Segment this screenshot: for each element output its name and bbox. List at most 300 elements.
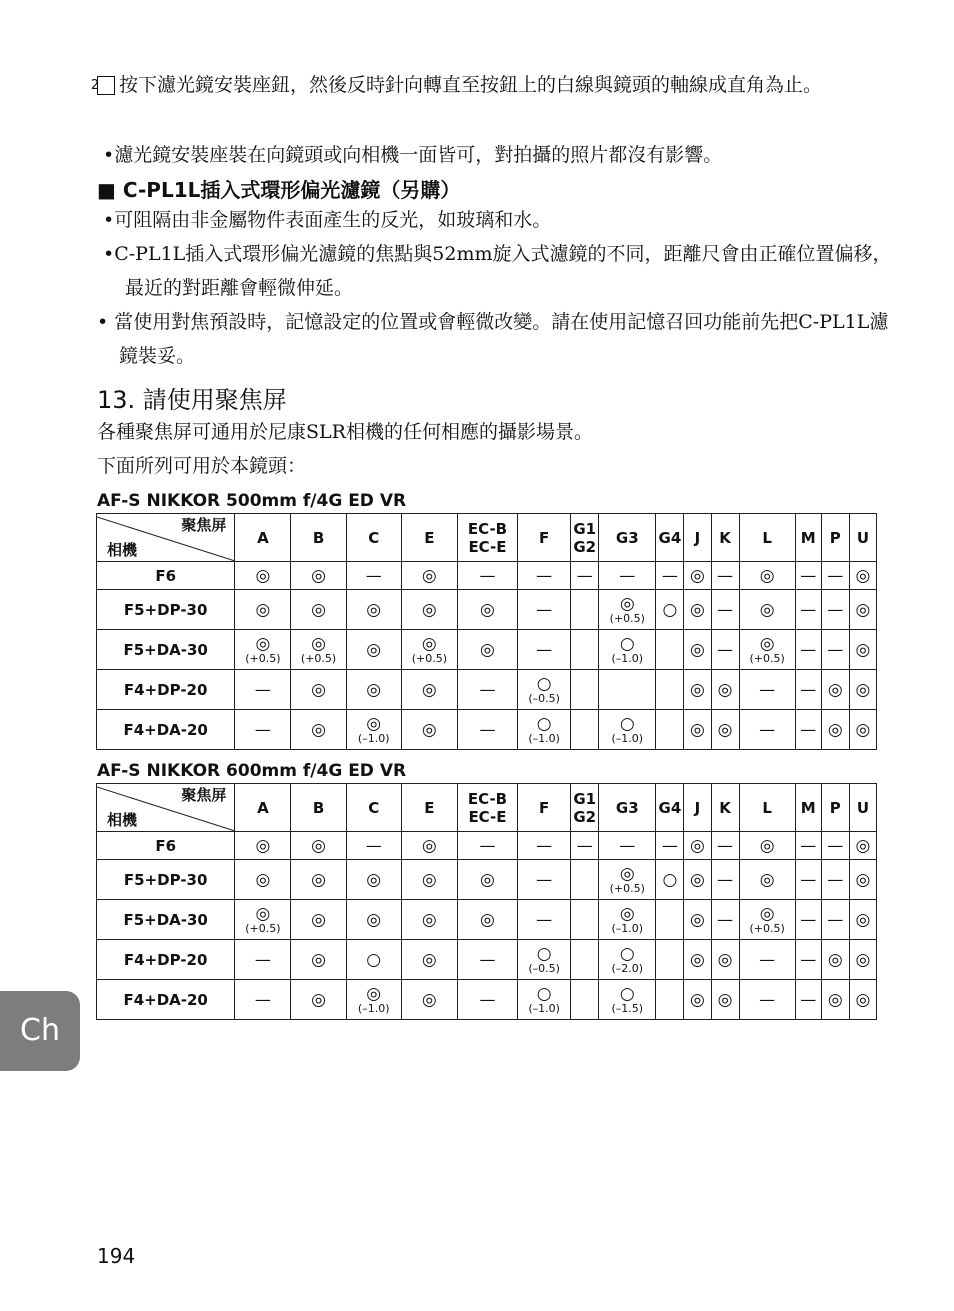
table-corner-header — [97, 784, 235, 832]
double-circle-icon: ◎ — [311, 565, 326, 586]
compat-cell — [711, 980, 739, 1020]
double-circle-icon: ◎ — [366, 599, 382, 620]
compat-cell — [684, 710, 711, 750]
double-circle-icon: ◎ — [421, 565, 437, 586]
double-circle-icon: ◎ — [619, 593, 635, 614]
page-number: 194 — [97, 1244, 136, 1268]
double-circle-icon: ◎ — [690, 719, 705, 740]
compat-cell — [291, 900, 346, 940]
compat-cell — [346, 562, 401, 590]
focusing-screen-table-600mm — [96, 783, 877, 1020]
column-header-g3 — [599, 784, 656, 832]
column-header-label: K — [719, 528, 731, 547]
compat-cell — [571, 860, 599, 900]
compat-cell — [711, 562, 739, 590]
compat-cell — [656, 940, 684, 980]
double-circle-icon: ◎ — [366, 983, 382, 1004]
compat-cell — [656, 670, 684, 710]
compat-symbol: — — [800, 639, 817, 659]
camera-label: F5+DP-30 — [97, 590, 235, 630]
exposure-compensation: (–1.0) — [528, 1001, 560, 1015]
compat-cell — [711, 630, 739, 670]
column-header-g4 — [656, 784, 684, 832]
compat-cell — [401, 670, 457, 710]
compat-cell — [518, 670, 571, 710]
double-circle-icon: ◎ — [690, 949, 705, 970]
compat-cell — [821, 980, 849, 1020]
compat-cell — [739, 832, 795, 860]
exposure-compensation: (+0.5) — [245, 921, 281, 935]
compat-cell — [739, 980, 795, 1020]
double-circle-icon: ◎ — [366, 639, 382, 660]
compat-symbol: — — [365, 835, 382, 855]
compat-cell — [401, 900, 457, 940]
compat-symbol: — — [800, 719, 817, 739]
compat-symbol: — — [661, 565, 678, 585]
compat-cell — [656, 832, 684, 860]
compat-cell — [346, 670, 401, 710]
column-header-label: G4 — [658, 528, 682, 547]
compat-cell — [821, 670, 849, 710]
compat-cell — [821, 940, 849, 980]
compat-cell — [821, 590, 849, 630]
compat-cell — [739, 670, 795, 710]
double-circle-icon: ◎ — [421, 869, 437, 890]
compat-cell — [656, 562, 684, 590]
column-header-label: L — [762, 798, 772, 817]
compat-cell — [739, 860, 795, 900]
compat-cell — [457, 900, 517, 940]
compat-symbol: — — [827, 909, 844, 929]
column-header-label: G1 — [573, 519, 597, 538]
compat-cell — [739, 710, 795, 750]
compat-cell — [571, 980, 599, 1020]
compat-cell — [457, 832, 517, 860]
double-circle-icon: ◎ — [255, 903, 271, 924]
compat-cell — [656, 590, 684, 630]
compat-cell — [401, 710, 457, 750]
double-circle-icon: ◎ — [759, 633, 775, 654]
compat-cell — [571, 630, 599, 670]
column-header-k — [711, 784, 739, 832]
camera-label: F5+DP-30 — [97, 860, 235, 900]
column-header-u — [849, 514, 876, 562]
compat-symbol: — — [827, 869, 844, 889]
compat-cell — [518, 630, 571, 670]
compat-symbol: — — [717, 835, 734, 855]
compat-cell — [291, 590, 346, 630]
double-circle-icon: ◎ — [311, 989, 326, 1010]
column-header-label: B — [312, 798, 325, 817]
compat-symbol: — — [800, 599, 817, 619]
compat-cell — [291, 832, 346, 860]
compat-cell — [684, 832, 711, 860]
exposure-compensation: (–2.0) — [611, 961, 644, 975]
compat-cell — [739, 590, 795, 630]
column-header-label: U — [856, 798, 869, 817]
double-circle-icon: ◎ — [855, 565, 871, 586]
compat-symbol: — — [800, 679, 817, 699]
chinese-language-tab: Ch — [0, 991, 80, 1071]
compat-cell — [571, 562, 599, 590]
double-circle-icon: ◎ — [690, 679, 705, 700]
section-line-2: 下面所列可用於本鏡頭： — [97, 455, 307, 477]
double-circle-icon: ◎ — [690, 565, 705, 586]
compat-cell — [518, 980, 571, 1020]
compat-symbol: — — [800, 909, 817, 929]
compat-cell — [291, 710, 346, 750]
compat-cell — [346, 900, 401, 940]
compat-cell — [849, 860, 876, 900]
compat-cell — [571, 710, 599, 750]
compat-symbol: — — [365, 565, 382, 585]
compat-cell — [795, 980, 821, 1020]
compat-cell — [656, 630, 684, 670]
compat-cell — [849, 710, 876, 750]
compat-cell — [739, 940, 795, 980]
double-circle-icon: ◎ — [421, 633, 437, 654]
compat-cell — [401, 980, 457, 1020]
column-header-label: M — [800, 798, 816, 817]
compat-cell — [401, 940, 457, 980]
compat-symbol: — — [827, 639, 844, 659]
table-2-title: AF-S NIKKOR 600mm f/4G ED VR — [97, 761, 407, 781]
step-2-text: 按下濾光鏡安裝座鈕，然後反時針向轉直至按鈕上的白線與鏡頭的軸線成直角為止。 — [119, 74, 823, 96]
column-header-c — [346, 784, 401, 832]
column-header-ec-b-ec-e — [457, 784, 517, 832]
compat-symbol: — — [800, 565, 817, 585]
compat-cell — [401, 562, 457, 590]
double-circle-icon: ◎ — [827, 989, 843, 1010]
double-circle-icon: ◎ — [366, 909, 382, 930]
camera-label: F4+DA-20 — [97, 710, 235, 750]
compat-cell — [235, 630, 291, 670]
double-circle-icon: ◎ — [619, 863, 635, 884]
compat-symbol: — — [800, 989, 817, 1009]
compat-cell — [599, 980, 656, 1020]
double-circle-icon: ◎ — [827, 679, 843, 700]
column-header-label: EC-E — [468, 807, 507, 826]
compat-cell — [518, 900, 571, 940]
compat-symbol: — — [827, 565, 844, 585]
column-header-label: U — [856, 528, 869, 547]
double-circle-icon: ◎ — [421, 719, 437, 740]
compat-cell — [795, 860, 821, 900]
double-circle-icon: ◎ — [480, 599, 495, 620]
exposure-compensation: (–0.5) — [528, 691, 560, 705]
compat-cell — [849, 900, 876, 940]
compat-cell — [656, 900, 684, 940]
compat-symbol: — — [479, 679, 496, 699]
column-header-l — [739, 514, 795, 562]
double-circle-icon: ◎ — [690, 599, 705, 620]
compat-cell — [656, 980, 684, 1020]
compat-cell — [849, 590, 876, 630]
double-circle-icon: ◎ — [255, 565, 271, 586]
compat-cell — [684, 900, 711, 940]
compat-cell — [795, 710, 821, 750]
compat-cell — [571, 832, 599, 860]
compat-cell — [518, 562, 571, 590]
double-circle-icon: ◎ — [480, 639, 495, 660]
compat-cell — [346, 832, 401, 860]
circle-icon: ○ — [662, 599, 678, 620]
column-header-e — [401, 514, 457, 562]
column-header-f — [518, 514, 571, 562]
column-header-p — [821, 784, 849, 832]
compat-symbol: — — [800, 835, 817, 855]
compat-cell — [291, 940, 346, 980]
exposure-compensation: (+0.5) — [245, 651, 281, 665]
column-header-k — [711, 514, 739, 562]
compat-cell — [401, 860, 457, 900]
column-header-label: C — [368, 528, 380, 547]
exposure-compensation: (–1.5) — [611, 1001, 644, 1015]
column-header-b — [291, 784, 346, 832]
column-header-ec-b-ec-e — [457, 514, 517, 562]
double-circle-icon: ◎ — [311, 869, 326, 890]
circle-icon: ○ — [536, 713, 552, 734]
double-circle-icon: ◎ — [311, 909, 326, 930]
double-circle-icon: ◎ — [421, 989, 437, 1010]
column-header-g3 — [599, 514, 656, 562]
double-circle-icon: ◎ — [855, 599, 871, 620]
column-header-label: EC-B — [467, 519, 508, 538]
table-row — [97, 980, 877, 1020]
compat-cell — [849, 980, 876, 1020]
compat-cell — [599, 670, 656, 710]
column-header-label: M — [800, 528, 816, 547]
compat-symbol: — — [717, 639, 734, 659]
compat-cell — [599, 860, 656, 900]
camera-label: F6 — [97, 562, 235, 590]
compat-symbol: — — [759, 679, 776, 699]
exposure-compensation: (–0.5) — [528, 961, 560, 975]
compat-cell — [518, 590, 571, 630]
double-circle-icon: ◎ — [421, 599, 437, 620]
compat-cell — [656, 710, 684, 750]
compat-cell — [849, 630, 876, 670]
compat-cell — [457, 630, 517, 670]
column-header-f — [518, 784, 571, 832]
table-row — [97, 670, 877, 710]
double-circle-icon: ◎ — [619, 903, 635, 924]
column-header-g1-g2 — [571, 784, 599, 832]
column-header-label: EC-B — [467, 789, 508, 808]
double-circle-icon: ◎ — [480, 909, 495, 930]
double-circle-icon: ◎ — [690, 639, 705, 660]
compat-symbol: — — [759, 949, 776, 969]
column-header-m — [795, 514, 821, 562]
table-row — [97, 940, 877, 980]
double-circle-icon: ◎ — [421, 679, 437, 700]
double-circle-icon: ◎ — [255, 835, 271, 856]
focusing-screen-table-500mm — [96, 513, 877, 750]
compat-cell — [739, 562, 795, 590]
compat-symbol: — — [576, 835, 593, 855]
exposure-compensation: (–1.0) — [357, 731, 390, 745]
compat-symbol: — — [479, 989, 496, 1009]
column-header-a — [235, 784, 291, 832]
compat-cell — [235, 860, 291, 900]
compat-cell — [401, 832, 457, 860]
exposure-compensation: (–1.0) — [611, 921, 644, 935]
exposure-compensation: (+0.5) — [609, 881, 645, 895]
compat-cell — [821, 860, 849, 900]
double-circle-icon: ◎ — [759, 599, 775, 620]
column-header-label: G3 — [615, 798, 639, 817]
compat-cell — [711, 860, 739, 900]
compat-symbol: — — [254, 719, 271, 739]
column-header-label: P — [829, 798, 841, 817]
compat-symbol: — — [536, 909, 553, 929]
table-row — [97, 562, 877, 590]
compat-cell — [346, 860, 401, 900]
camera-label: F5+DA-30 — [97, 900, 235, 940]
double-circle-icon: ◎ — [717, 949, 733, 970]
double-circle-icon: ◎ — [855, 679, 871, 700]
double-circle-icon: ◎ — [366, 679, 382, 700]
column-header-label: EC-E — [468, 537, 507, 556]
compat-cell — [795, 940, 821, 980]
compat-cell — [684, 940, 711, 980]
compat-cell — [346, 940, 401, 980]
double-circle-icon: ◎ — [255, 869, 271, 890]
compat-symbol: — — [479, 949, 496, 969]
compat-cell — [457, 980, 517, 1020]
camera-label: F4+DA-20 — [97, 980, 235, 1020]
double-circle-icon: ◎ — [717, 679, 733, 700]
column-header-j — [684, 514, 711, 562]
compat-cell — [656, 860, 684, 900]
column-header-g1-g2 — [571, 514, 599, 562]
column-header-m — [795, 784, 821, 832]
camera-label: F6 — [97, 832, 235, 860]
compat-symbol: — — [536, 599, 553, 619]
filter-mount-note: •濾光鏡安裝座裝在向鏡頭或向相機一面皆可，對拍攝的照片都沒有影響。 — [103, 144, 723, 166]
compat-cell — [684, 980, 711, 1020]
compat-symbol: — — [479, 835, 496, 855]
column-header-a — [235, 514, 291, 562]
column-header-c — [346, 514, 401, 562]
double-circle-icon: ◎ — [311, 679, 326, 700]
table-row — [97, 630, 877, 670]
double-circle-icon: ◎ — [255, 633, 271, 654]
compat-cell — [795, 670, 821, 710]
circle-icon: ○ — [619, 983, 635, 1004]
compat-cell — [821, 710, 849, 750]
double-circle-icon: ◎ — [690, 909, 705, 930]
column-header-label: G1 — [573, 789, 597, 808]
compat-cell — [849, 670, 876, 710]
column-header-label: A — [257, 528, 269, 547]
compat-cell — [235, 980, 291, 1020]
circle-icon: ○ — [536, 673, 552, 694]
compat-cell — [235, 832, 291, 860]
exposure-compensation: (+0.5) — [749, 921, 785, 935]
circle-icon: ○ — [662, 869, 678, 890]
compat-cell — [457, 940, 517, 980]
compat-cell — [518, 860, 571, 900]
column-header-label: J — [694, 528, 701, 547]
double-circle-icon: ◎ — [480, 869, 495, 890]
double-circle-icon: ◎ — [759, 903, 775, 924]
column-header-label: C — [368, 798, 380, 817]
camera-label: F4+DP-20 — [97, 670, 235, 710]
compat-cell — [518, 832, 571, 860]
double-circle-icon: ◎ — [366, 869, 382, 890]
compat-symbol: — — [254, 679, 271, 699]
double-circle-icon: ◎ — [759, 869, 775, 890]
column-header-u — [849, 784, 876, 832]
compat-cell — [291, 980, 346, 1020]
compat-cell — [346, 980, 401, 1020]
compat-cell — [684, 590, 711, 630]
section-line-1: 各種聚焦屏可通用於尼康SLR相機的任何相應的攝影場景。 — [97, 421, 593, 443]
column-header-label: G4 — [658, 798, 682, 817]
table-1-title: AF-S NIKKOR 500mm f/4G ED VR — [97, 491, 407, 511]
column-header-label: E — [424, 798, 435, 817]
compat-symbol: — — [827, 835, 844, 855]
compat-cell — [291, 670, 346, 710]
column-header-label: F — [538, 798, 550, 817]
corner-label-camera: 相機 — [107, 540, 138, 559]
double-circle-icon: ◎ — [311, 719, 326, 740]
compat-cell — [599, 630, 656, 670]
double-circle-icon: ◎ — [690, 869, 705, 890]
column-header-label: L — [762, 528, 772, 547]
compat-symbol: — — [717, 565, 734, 585]
compat-cell — [518, 710, 571, 750]
column-header-p — [821, 514, 849, 562]
exposure-compensation: (+0.5) — [300, 651, 337, 665]
exposure-compensation: (–1.0) — [528, 731, 560, 745]
compat-cell — [684, 860, 711, 900]
compat-cell — [235, 940, 291, 980]
step-number-box: 2 — [97, 76, 115, 95]
double-circle-icon: ◎ — [421, 949, 437, 970]
column-header-label: G2 — [573, 537, 597, 556]
double-circle-icon: ◎ — [855, 719, 871, 740]
compat-cell — [795, 630, 821, 670]
camera-label: F4+DP-20 — [97, 940, 235, 980]
double-circle-icon: ◎ — [759, 565, 775, 586]
compat-symbol: — — [536, 565, 553, 585]
compat-cell — [346, 630, 401, 670]
exposure-compensation: (–1.0) — [611, 651, 644, 665]
compat-cell — [571, 940, 599, 980]
compat-cell — [401, 590, 457, 630]
compat-cell — [457, 590, 517, 630]
compat-cell — [849, 940, 876, 980]
table-row — [97, 590, 877, 630]
double-circle-icon: ◎ — [366, 713, 382, 734]
corner-label-screen: 聚焦屏 — [181, 785, 227, 804]
compat-cell — [518, 940, 571, 980]
column-header-e — [401, 784, 457, 832]
compat-cell — [711, 710, 739, 750]
column-header-label: B — [312, 528, 325, 547]
compat-symbol: — — [576, 565, 593, 585]
compat-symbol: — — [536, 639, 553, 659]
compat-cell — [684, 670, 711, 710]
double-circle-icon: ◎ — [311, 835, 326, 856]
compat-symbol: — — [717, 869, 734, 889]
column-header-j — [684, 784, 711, 832]
bullet-3: • 當使用對焦預設時，記憶設定的位置或會輕微改變。請在使用記憶召回功能前先把C-PL1L濾鏡裝妥。 — [97, 311, 889, 367]
double-circle-icon: ◎ — [311, 633, 326, 654]
compat-cell — [599, 940, 656, 980]
